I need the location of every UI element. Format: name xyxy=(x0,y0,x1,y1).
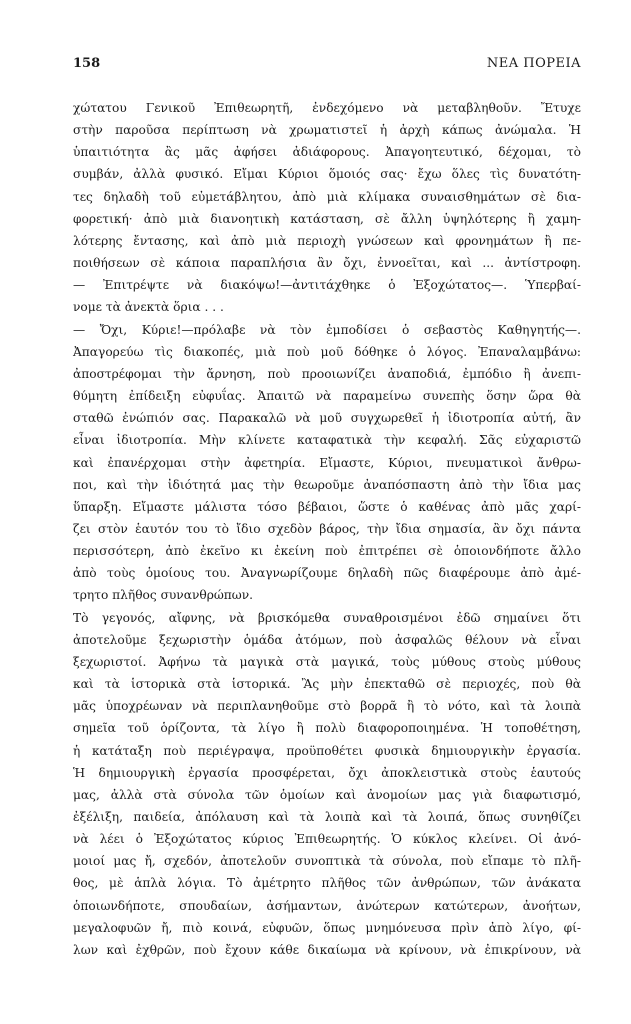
body-text xyxy=(73,97,581,961)
text-line: Ἡ δημιουργικὴ ἐργασία προσφέρεται, ὄχι ἀποκλειστικὰ στοὺς ἑαυτούς xyxy=(73,765,581,780)
page-number: 158 xyxy=(73,56,101,71)
text-line: καὶ τὰ ἱστορικὰ στὰ ἱστορικά. Ἂς μὴν ἐπεκταθῶ σὲ περιοχές, ποὺ θὰ xyxy=(73,677,581,692)
text-line: ἀποστρέφομαι τὴν ἄρνηση, ποὺ προοιωνίζει ἀναποδιά, ἐμπόδιο ἢ ἀνεπι- xyxy=(73,366,581,381)
text-line: μας, ἀλλὰ στὰ σύνολα τῶν ὁμοίων καὶ ἀνομοίων μας γιὰ διαφωτισμό, xyxy=(73,787,581,802)
text-line: περισσότερη, ἀπὸ ἐκεῖνο κι ἐκείνη ποὺ ἐπιτρέπει σὲ ὁποιονδήποτε ἄλλο xyxy=(73,544,581,559)
text-line: ἀποτελοῦμε ξεχωριστὴν ὁμάδα ἀτόμων, ποὺ ἀσφαλῶς θέλουν νὰ εἶναι xyxy=(73,632,581,647)
text-line: τρητο πλῆθος συνανθρώπων. xyxy=(73,588,254,603)
text-line: φορετική· ἀπὸ μιὰ διανοητικὴ κατάσταση, σὲ ἄλλη ὑψηλότερης ἢ χαμη- xyxy=(73,211,581,226)
text-line: ὁποιωνδήποτε, σπουδαίων, ἀσήμαντων, ἀνώτερων κατώτερων, ἀνοήτων, xyxy=(73,898,581,913)
text-line: ἐξέλιξη, παιδεία, ἀπόλαυση καὶ τὰ λοιπὰ καὶ τὰ λοιπά, ὅπως συνηθίζει xyxy=(73,810,581,824)
text-line: εἶναι ἰδιοτροπία. Μὴν κλίνετε καταφατικὰ τὴν κεφαλή. Σᾶς εὐχαριστῶ xyxy=(73,433,581,448)
text-line: νὰ λέει ὁ Ἐξοχώτατος κύριος Ἐπιθεωρητής. Ὁ κύκλος κλείνει. Οἱ ἀνό- xyxy=(73,832,581,847)
text-line: θος, μὲ ἁπλὰ λόγια. Τὸ ἀμέτρητο πλῆθος τῶν ἀνθρώπων, τῶν ἀνάκατα xyxy=(73,876,581,891)
text-line: ποι, καὶ τὴν ἰδιότητά μας τὴν θεωροῦμε ἀναπόσπαστη ἀπὸ τὴν ἴδια μας xyxy=(73,477,581,492)
page-header xyxy=(73,56,581,71)
text-line: — Ὄχι, Κύριε!—πρόλαβε νὰ τὸν ἐμποδίσει ὁ σεβαστὸς Καθηγητής—. xyxy=(73,322,581,337)
text-line: ποιθήσεων σὲ κάποια παραπλήσια ἂν ὄχι, ἐννοεῖται, καὶ ... ἀντίστροφη. xyxy=(73,256,581,271)
running-title: ΝΕΑ ΠΟΡΕΙΑ xyxy=(486,56,581,71)
text-line: στὴν παροῦσα περίπτωση νὰ χρωματιστεῖ ἡ ἀρχὴ κάπως ἀνώμαλα. Ἡ xyxy=(73,123,581,138)
text-line: ἀπὸ τοὺς ὁμοίους του. Ἀναγνωρίζουμε δηλαδὴ πῶς διαφέρουμε ἀπὸ ἀμέ- xyxy=(73,566,581,581)
text-line: μοιοί μας ἤ, σχεδόν, ἀποτελοῦν συνοπτικὰ τὰ σύνολα, ποὺ εἴπαμε τὸ πλῆ- xyxy=(73,854,581,869)
text-line: ζει στὸν ἑαυτόν του τὸ ἴδιο σχεδὸν βάρος, τὴν ἴδια σημασία, ἂν ὄχι πάντα xyxy=(73,521,581,536)
text-line: Ἀπαγορεύω τὶς διακοπές, μιὰ ποὺ μοῦ δόθηκε ὁ λόγος. Ἐπαναλαμβάνω: xyxy=(73,344,581,359)
text-line: τες δηλαδὴ τοῦ εὐμετάβλητου, ἀπὸ μιὰ κλίμακα συναισθημάτων σὲ δια- xyxy=(73,189,581,204)
text-line: ξεχωριστοί. Ἀφήνω τὰ μαγικὰ στὰ μαγικά, τοὺς μύθους στοὺς μύθους xyxy=(73,654,581,669)
text-line: σταθῶ ἐνώπιόν σας. Παρακαλῶ νὰ μοῦ συγχωρεθεῖ ἡ ἰδιοτροπία αὐτή, ἂν xyxy=(73,411,581,426)
text-line: ὕπαρξη. Εἴμαστε μάλιστα τόσο βέβαιοι, ὥστε ὁ καθένας ἀπὸ μᾶς χαρί- xyxy=(73,499,581,514)
text-line: Τὸ γεγονός, αἴφνης, νὰ βρισκόμεθα συναθροισμένοι ἐδῶ σημαίνει ὅτι xyxy=(73,610,581,625)
text-line: χώτατου Γενικοῦ Ἐπιθεωρητῆ, ἐνδεχόμενο νὰ μεταβληθοῦν. Ἔτυχε xyxy=(73,101,581,115)
text-line: συμβάν, ἀλλὰ φυσικό. Εἴμαι Κύριοι ὅμοιός σας· ἔχω ὅλες τὶς δυνατότη- xyxy=(73,167,581,182)
text-line: λότερης ἔντασης, καὶ ἀπὸ μιὰ περιοχὴ γνώσεων καὶ φρονημάτων ἢ πε- xyxy=(73,233,581,248)
text-line: καὶ ἐπανέρχομαι στὴν ἀφετηρία. Εἴμαστε, Κύριοι, πνευματικοὶ ἄνθρω- xyxy=(73,455,581,470)
text-line: — Ἐπιτρέψτε νὰ διακόψω!—ἀντιτάχθηκε ὁ Ἐξοχώτατος—. Ὑπερβαί- xyxy=(73,278,581,293)
text-line: νομε τὰ ἀνεκτὰ ὅρια . . . xyxy=(73,300,224,315)
text-line: ἡ κατάταξη ποὺ περιέγραψα, προϋποθέτει φυσικὰ δημιουργικὴν ἐργασία. xyxy=(73,743,581,758)
text-line: θύμητη ἐπίδειξη εὐφυΐας. Ἀπαιτῶ νὰ παραμείνω συνεπὴς ὅσην ὥρα θὰ xyxy=(73,389,581,404)
text-line: σημεῖα τοῦ ὁρίζοντα, τὰ λίγο ἢ πολὺ διαφοροποιημένα. Ἡ τοποθέτηση, xyxy=(73,721,581,736)
text-line: μᾶς ὑποχρέωναν νὰ περιπλανηθοῦμε στὸ βορρᾶ ἢ τὸ νότο, καὶ τὰ λοιπὰ xyxy=(73,699,581,714)
text-line: μεγαλοφυῶν ἤ, πιὸ κοινά, εὐφυῶν, ὅπως μνημόνευσα πρὶν ἀπὸ λίγο, φί- xyxy=(73,920,581,935)
text-line: ὑπαιτιότητα ἂς μᾶς ἀφήσει ἀδιάφορους. Ἀπαγοητευτικό, δέχομαι, τὸ xyxy=(73,145,581,160)
text-line: λων καὶ ἐχθρῶν, ποὺ ἔχουν κάθε δικαίωμα νὰ κρίνουν, νὰ ἐπικρίνουν, νὰ xyxy=(73,942,581,957)
